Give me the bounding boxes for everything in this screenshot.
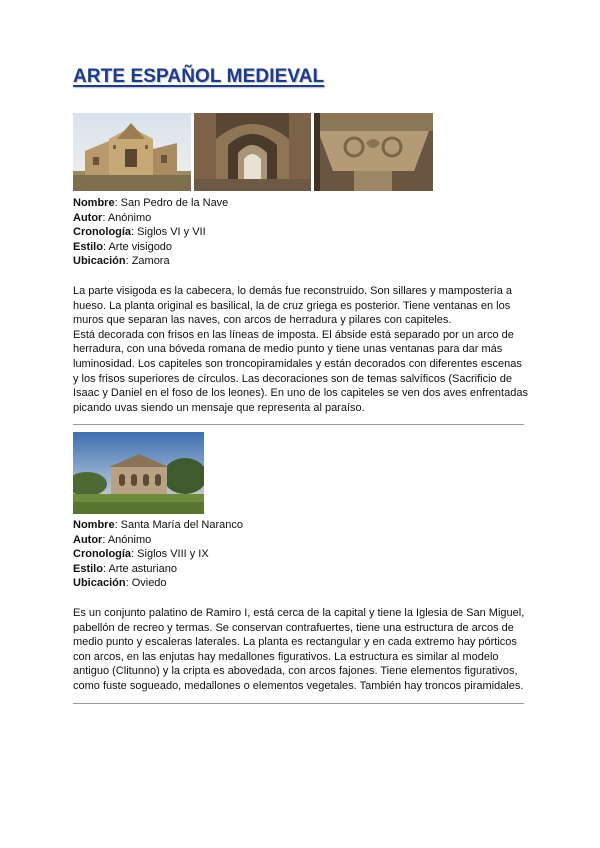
entry-2-description: [73, 606, 528, 694]
page-title: ARTE ESPAÑOL MEDIEVAL: [73, 66, 325, 87]
palace-landscape-photo: [73, 432, 204, 514]
paragraph: Está decorada con frisos en las líneas de imposta. El ábside está separado por un arco de herradura, con una bóveda romana de medio punto y tiene unas ventanas para dar más luminosidad. Los capiteles son troncopiramidales y están decorados con diferentes escenas y los frisos superiores de círculos. Las decoraciones son de temas salvíficos (Sacrificio de Isaac y Daniel en el foso de los leones). En uno de los capiteles se ven dos aves enfrentadas picando uvas siendo un mensaje que representa al paraíso.: [73, 328, 528, 414]
detail-row-name: Nombre: Santa María del Naranco: [73, 519, 243, 531]
detail-row-chronology: Cronología: Siglos VIII y IX: [73, 548, 209, 561]
paragraph: La parte visigoda es la cabecera, lo demás fue reconstruido. Son sillares y mampostería a hueso. La planta original es basilical, la de cruz griega es posterior. Tiene ventanas en los muros que separan las naves, con arcos de herradura y pilares con capiteles.: [73, 285, 513, 327]
detail-row-name: Nombre: San Pedro de la Nave: [73, 197, 229, 209]
nave-arches-photo: [194, 113, 311, 191]
detail-row-style: Estilo: Arte visigodo: [73, 240, 173, 253]
detail-row-location: Ubicación: Zamora: [73, 255, 170, 268]
paragraph: Es un conjunto palatino de Ramiro I, está cerca de la capital y tiene la Iglesia de San Miguel, pabellón de recreo y termas. Se conservan contrafuertes, tiene una estructura de arcos de medio punto y escaleras laterales. La planta es rectangular y en cada extremo hay pórticos con arcos, en las enjutas hay medallones figurativos. La estructura es similar al modelo antiguo (Clitunno) y la cripta es abovedada, con arcos fajones. Tiene elementos figurativos, como fuste sogueado, medallones o elementos vegetales. También hay troncos piramidales.: [73, 607, 525, 692]
carved-capital-photo: [314, 113, 433, 191]
detail-row-author: Autor: Anónimo: [73, 211, 152, 224]
entry-1-details: [73, 196, 533, 269]
section-divider: [73, 703, 524, 704]
detail-row-style: Estilo: Arte asturiano: [73, 562, 177, 575]
section-divider: [73, 424, 524, 425]
detail-row-author: Autor: Anónimo: [73, 533, 152, 546]
entry-2-details: [73, 518, 533, 591]
detail-row-chronology: Cronología: Siglos VI y VII: [73, 226, 206, 239]
detail-row-location: Ubicación: Oviedo: [73, 577, 167, 590]
entry-1-description: [73, 284, 528, 415]
church-exterior-photo: [73, 113, 191, 191]
